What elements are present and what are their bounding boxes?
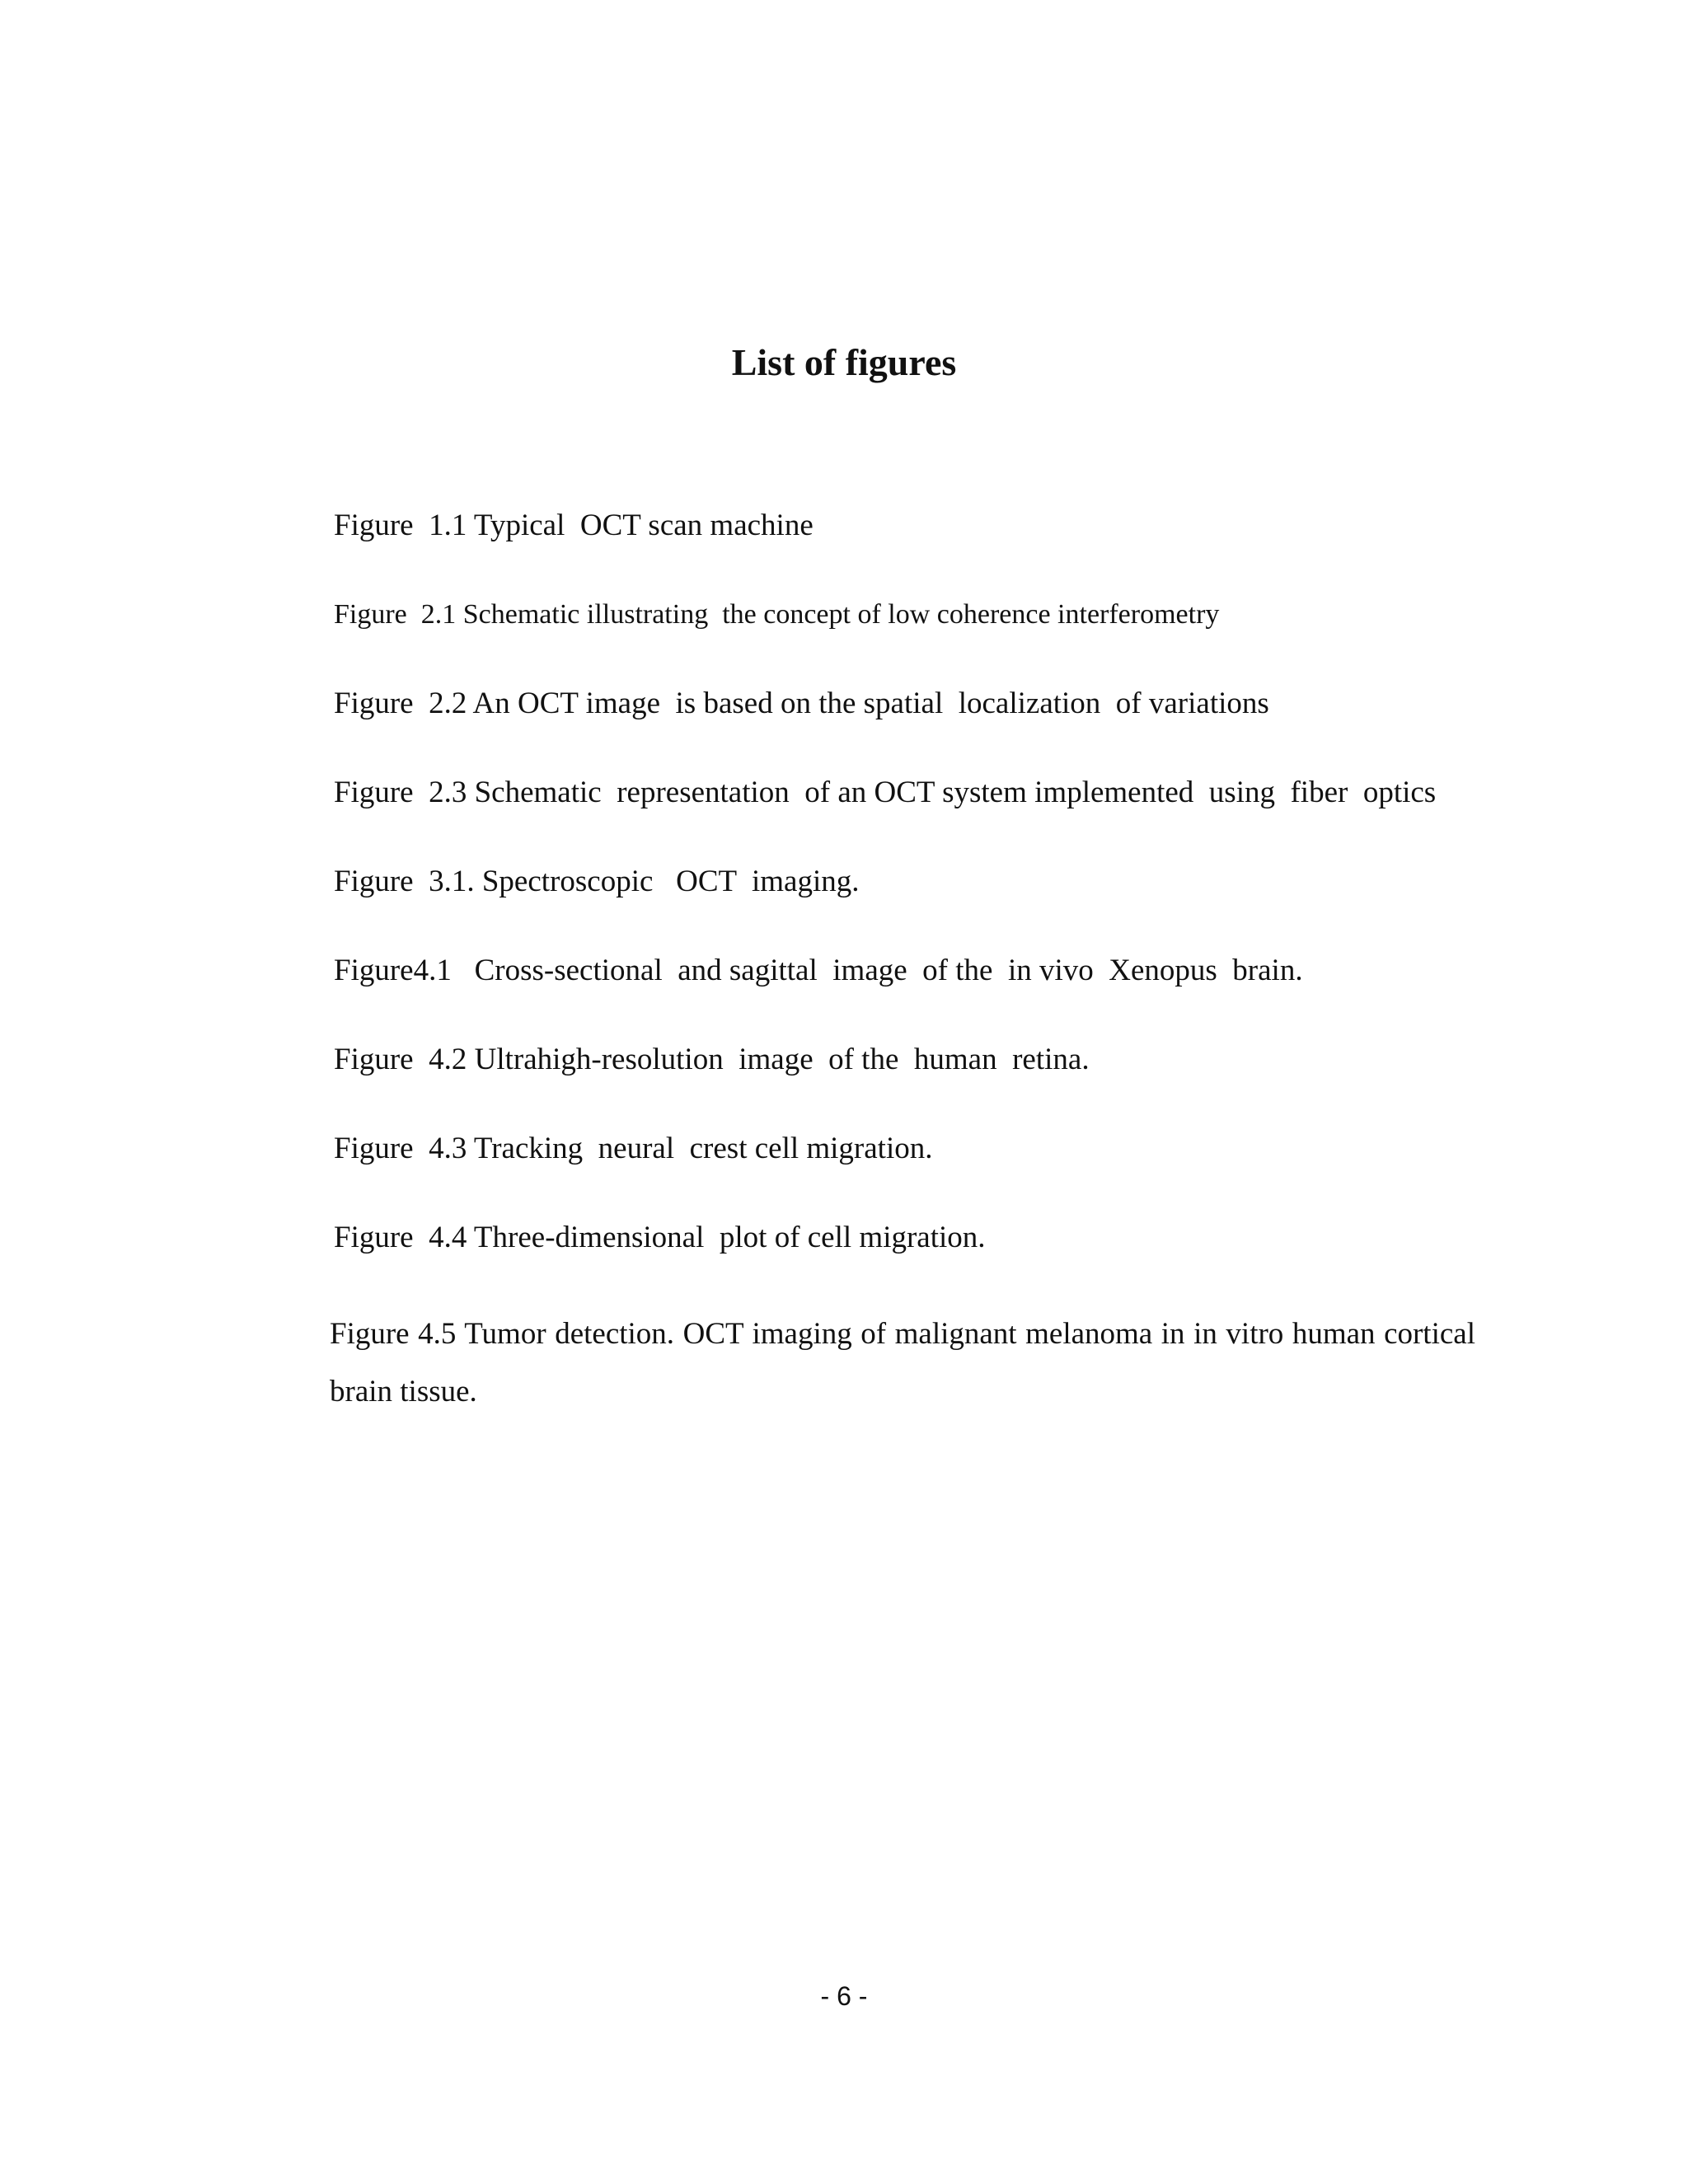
figure-entry: Figure 4.4 Three-dimensional plot of cell migration. xyxy=(334,1221,986,1254)
page-title: List of figures xyxy=(731,341,957,383)
page-number: - 6 - xyxy=(820,1981,868,2011)
figure-entry: Figure 2.1 Schematic illustrating the concept of low coherence interferometry xyxy=(334,599,1220,630)
figure-entry: Figure 4.2 Ultrahigh-resolution image of the human retina. xyxy=(334,1043,1090,1076)
figure-entry: Figure 2.3 Schematic representation of an OCT system implemented using fiber optics xyxy=(334,776,1437,809)
figure-entry: Figure 1.1 Typical OCT scan machine xyxy=(334,509,814,542)
figure-entry: Figure 3.1. Spectroscopic OCT imaging. xyxy=(334,865,860,898)
figure-entry: Figure 2.2 An OCT image is based on the spatial localization of variations xyxy=(334,687,1269,720)
figure-list xyxy=(330,504,1475,1408)
figure-entry: Figure4.1 Cross-sectional and sagittal image of the in vivo Xenopus brain. xyxy=(334,954,1303,987)
figure-entry: Figure 4.5 Tumor detection. OCT imaging of malignant melanoma in in vitro human cortical brain tissue. xyxy=(330,1317,1475,1408)
figure-entry: Figure 4.3 Tracking neural crest cell migration. xyxy=(334,1132,933,1165)
